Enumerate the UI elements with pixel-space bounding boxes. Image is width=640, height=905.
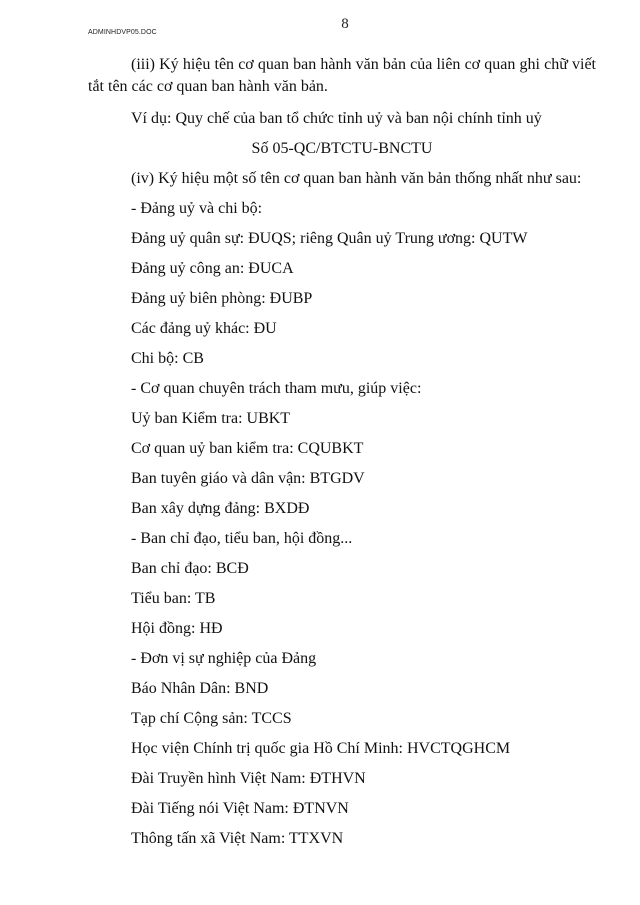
list-item: Đài Truyền hình Việt Nam: ĐTHVN: [131, 770, 366, 787]
list-item: Cơ quan uỷ ban kiểm tra: CQUBKT: [131, 440, 364, 457]
list-item: Các đảng uỷ khác: ĐU: [131, 320, 277, 337]
list-item: Uỷ ban Kiểm tra: UBKT: [131, 410, 291, 427]
example-line: Ví dụ: Quy chế của ban tổ chức tỉnh uỷ và ban nội chính tỉnh uỷ: [131, 110, 542, 127]
page-number: 8: [341, 16, 349, 32]
document-file-name: ADMINHDVP05.DOC: [88, 29, 157, 36]
list-item: Tiểu ban: TB: [131, 590, 216, 607]
list-item: Tạp chí Cộng sản: TCCS: [131, 710, 292, 727]
list-item: Đảng uỷ biên phòng: ĐUBP: [131, 290, 313, 307]
list-item: Ban tuyên giáo và dân vận: BTGDV: [131, 470, 365, 487]
list-item: Ban chỉ đạo: BCĐ: [131, 560, 249, 577]
document-body: [88, 50, 596, 847]
list-item: - Đảng uỷ và chi bộ:: [131, 200, 263, 217]
list-item: Đảng uỷ quân sự: ĐUQS; riêng Quân uỷ Trung ương: QUTW: [131, 230, 528, 247]
example-document-number: Số 05-QC/BTCTU-BNCTU: [251, 140, 433, 157]
paragraph-iv: (iv) Ký hiệu một số tên cơ quan ban hành văn bản thống nhất như sau:: [131, 170, 582, 187]
list-item: - Cơ quan chuyên trách tham mưu, giúp việc:: [131, 380, 422, 397]
list-item: Thông tấn xã Việt Nam: TTXVN: [131, 830, 344, 847]
list-item: - Đơn vị sự nghiệp của Đảng: [131, 650, 317, 667]
list-item: Hội đồng: HĐ: [131, 620, 223, 637]
list-item: Báo Nhân Dân: BND: [131, 680, 269, 697]
list-item: Học viện Chính trị quốc gia Hồ Chí Minh: HVCTQGHCM: [131, 740, 511, 757]
list-item: Ban xây dựng đảng: BXDĐ: [131, 500, 310, 517]
list-item: Chi bộ: CB: [131, 350, 204, 367]
paragraph-iii: (iii) Ký hiệu tên cơ quan ban hành văn bản của liên cơ quan ghi chữ viết tắt tên các cơ quan ban hành văn bản.: [88, 56, 596, 95]
list-item: - Ban chỉ đạo, tiểu ban, hội đồng...: [131, 530, 353, 547]
list-item: Đài Tiếng nói Việt Nam: ĐTNVN: [131, 800, 349, 817]
list-item: Đảng uỷ công an: ĐUCA: [131, 260, 294, 277]
